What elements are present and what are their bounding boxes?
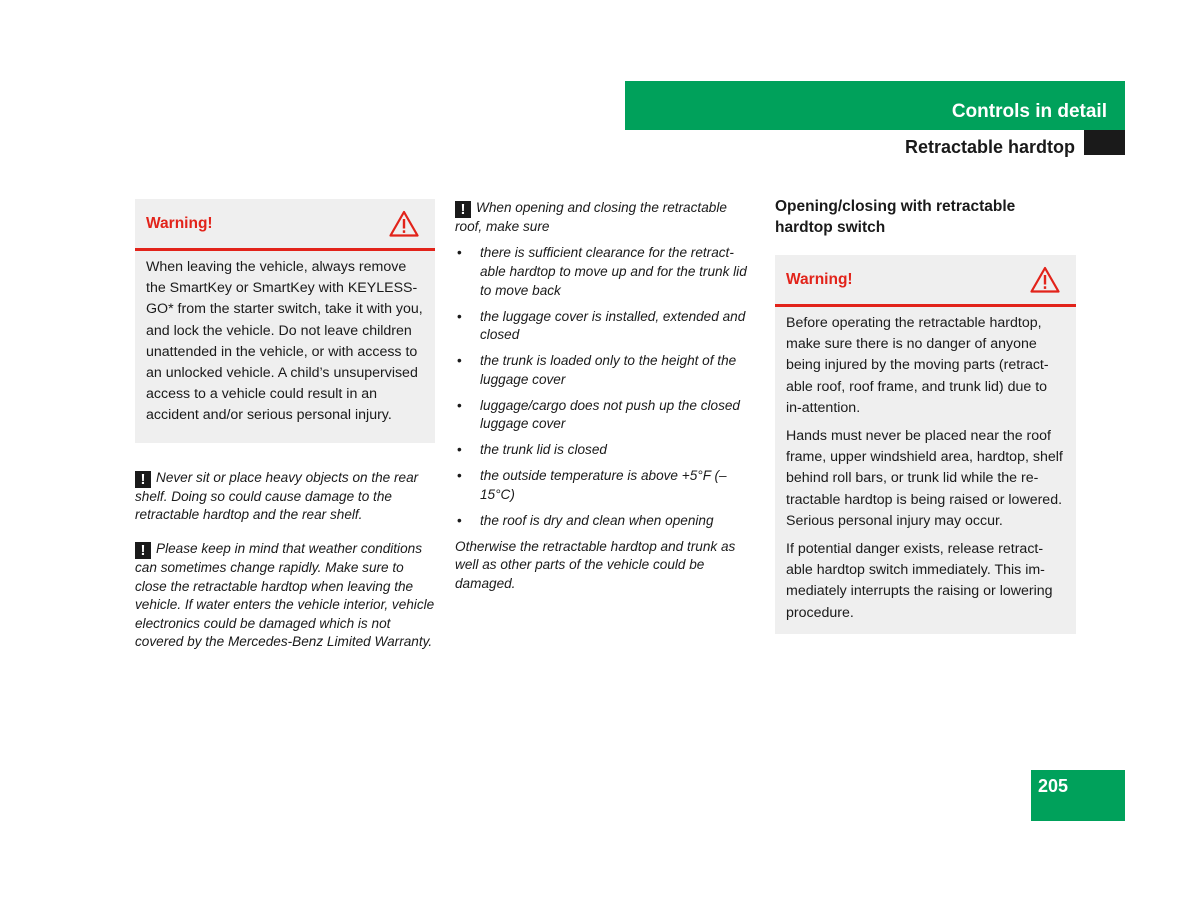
note-opening-closing xyxy=(455,199,755,236)
list-item: • luggage/cargo does not push up the closed luggage cover xyxy=(455,397,755,434)
exclamation-icon: ! xyxy=(455,201,471,218)
note-consequence: Otherwise the retractable hardtop and trunk as well as other parts of the vehicle could be damaged. xyxy=(455,538,736,591)
note-text: When opening and closing the retractable roof, make sure xyxy=(455,200,727,234)
warning-triangle-icon xyxy=(1030,266,1060,293)
note-text: Never sit or place heavy objects on the rear shelf. Doing so could cause damage to the retractable hardtop and the rear shelf. xyxy=(135,469,419,523)
chapter-header-bar xyxy=(625,81,1125,130)
warning-paragraph: If potential danger exists, release retract-able hardtop switch immediately. This im-mediately interrupts the raising or lowering procedure. xyxy=(786,541,1053,621)
column-left xyxy=(135,199,435,651)
warning-header xyxy=(135,199,435,251)
list-item: • there is sufficient clearance for the retract-able hardtop to move up and for the trunk lid to move back xyxy=(455,244,755,300)
warning-box-keys xyxy=(135,199,435,443)
warning-triangle-icon xyxy=(389,210,419,237)
warning-paragraph: Before operating the retractable hardtop, make sure there is no danger of anyone being injured by the moving parts (retract-able roof, roof frame, and trunk lid) due to in-attention. xyxy=(786,315,1049,416)
warning-label: Warning! xyxy=(786,271,853,288)
subsection-heading: Opening/closing with retractable hardtop switch xyxy=(775,198,1016,236)
section-title: Retractable hardtop xyxy=(904,137,1075,157)
exclamation-icon: ! xyxy=(135,471,151,488)
note-text: Please keep in mind that weather conditions can sometimes change rapidly. Make sure to close the retractable hardtop when leaving the vehicle. If water enters the vehicle interior, vehicle electronics could be damaged which is not covered by the Mercedes-Benz Limited Warranty. xyxy=(135,541,435,650)
warning-paragraph: When leaving the vehicle, always remove the SmartKey or SmartKey with KEYLESS-GO* from the starter switch, take it with you, and lock the vehicle. Do not leave children unattended in the vehicle, or with access to an unlocked vehicle. A child’s unsupervised access to a vehicle could result in an accident and/or serious personal injury. xyxy=(146,259,423,424)
warning-body xyxy=(775,307,1076,624)
warning-box-switch xyxy=(775,255,1076,634)
warning-body xyxy=(135,251,435,427)
warning-paragraph: Hands must never be placed near the roof frame, upper windshield area, hardtop, shelf behind roll bars, or trunk lid while the re-tractable hardtop is being raised or lowered. Serious personal injury may occur. xyxy=(786,428,1063,529)
list-item: • the roof is dry and clean when opening xyxy=(455,512,755,531)
warning-label: Warning! xyxy=(146,215,213,232)
exclamation-icon: ! xyxy=(135,542,151,559)
note-rear-shelf xyxy=(135,469,435,525)
list-item: • the trunk lid is closed xyxy=(455,441,755,460)
page-number-badge xyxy=(1031,770,1125,821)
note-weather xyxy=(135,540,435,651)
list-item: • the outside temperature is above +5°F (–15°C) xyxy=(455,467,755,504)
column-middle xyxy=(455,199,755,593)
list-item: • the luggage cover is installed, extended and closed xyxy=(455,308,755,345)
column-right xyxy=(775,196,1076,634)
requirements-list xyxy=(455,244,755,530)
chapter-title: Controls in detail xyxy=(951,101,1107,122)
list-item: • the trunk is loaded only to the height of the luggage cover xyxy=(455,352,755,389)
warning-header xyxy=(775,255,1076,307)
page-number: 205 xyxy=(1038,776,1069,796)
section-marker xyxy=(1084,130,1125,155)
